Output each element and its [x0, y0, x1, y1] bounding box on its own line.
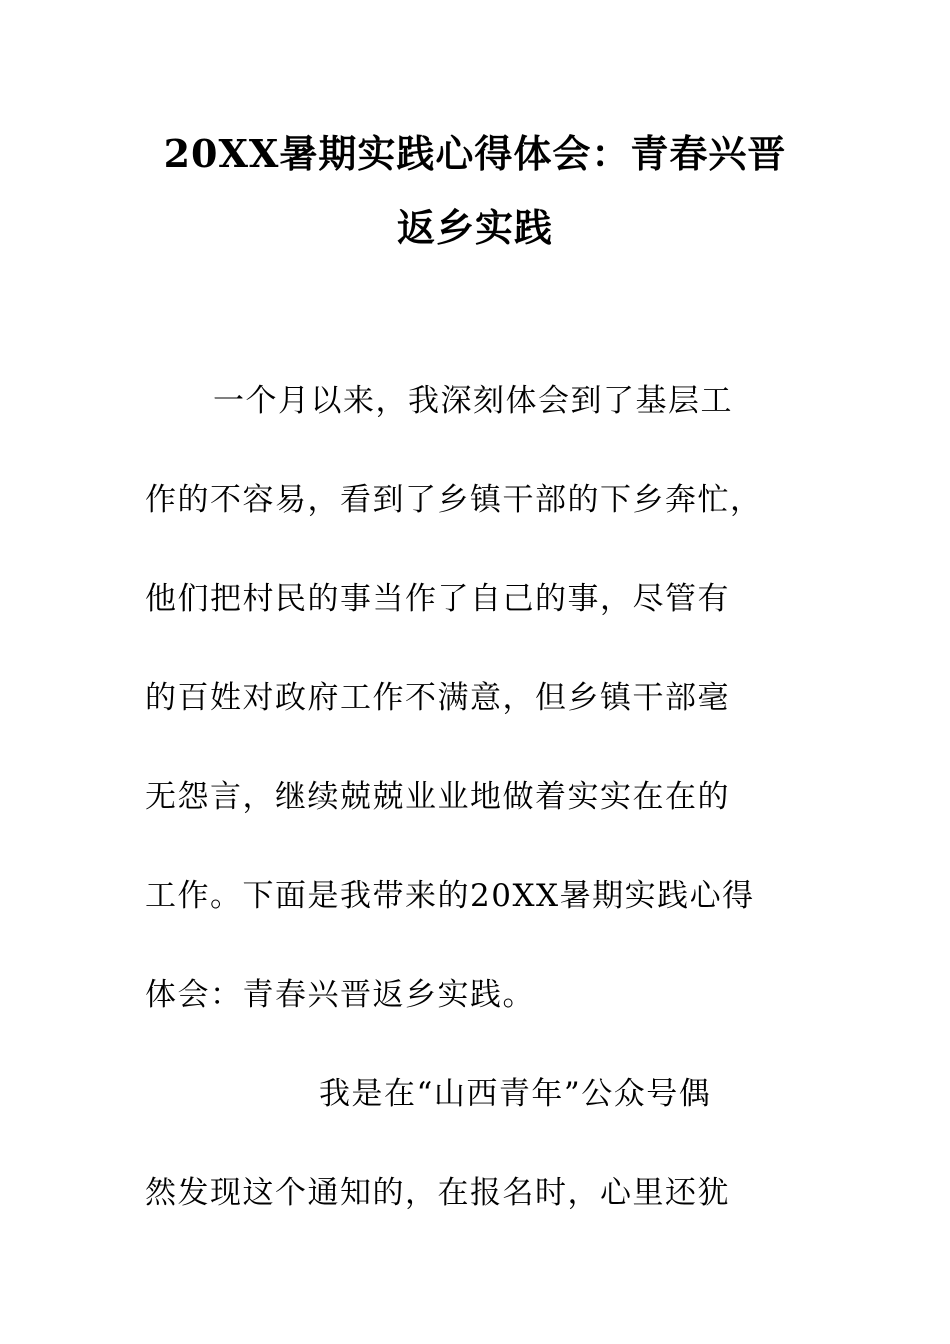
document-title-line-2: 返乡实践	[396, 205, 553, 250]
body-line-2: 作的不容易，看到了乡镇干部的下乡奔忙，	[145, 482, 763, 518]
body-line-4: 的百姓对政府工作不满意，但乡镇干部毫	[145, 680, 730, 716]
body-line-5: 无怨言，继续兢兢业业地做着实实在在的	[145, 779, 730, 815]
body-line-9: 然发现这个通知的，在报名时，心里还犹	[145, 1175, 730, 1211]
body-line-3: 他们把村民的事当作了自己的事，尽管有	[145, 581, 730, 617]
document-title-line-1: 20XX暑期实践心得体会：青春兴晋	[163, 131, 787, 176]
body-line-6: 工作。下面是我带来的20XX暑期实践心得	[145, 878, 755, 914]
body-line-1: 一个月以来，我深刻体会到了基层工	[213, 383, 733, 419]
body-line-8: 我是在“山西青年”公众号偶	[319, 1076, 712, 1112]
body-line-7: 体会：青春兴晋返乡实践。	[145, 977, 535, 1013]
